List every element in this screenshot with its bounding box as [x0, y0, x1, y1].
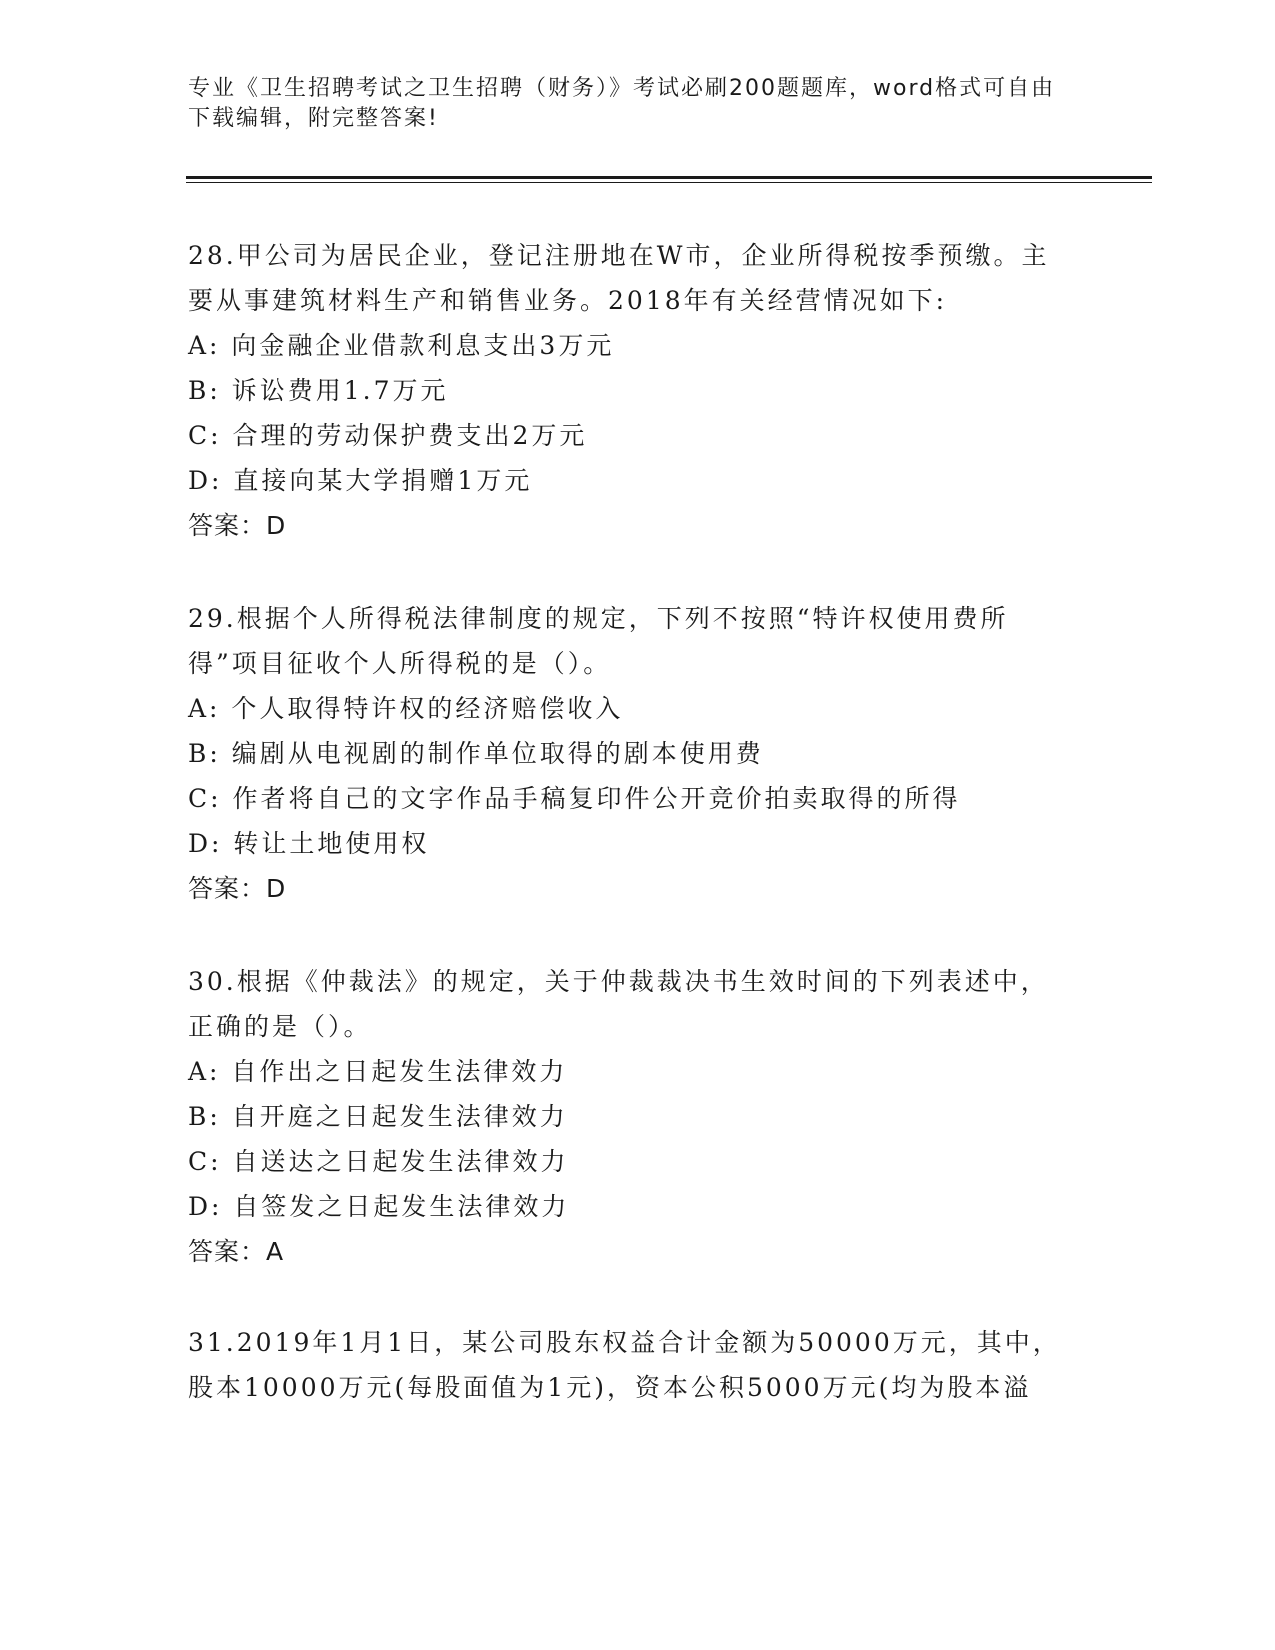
option-b: B: 诉讼费用1.7万元	[188, 376, 449, 405]
question-29	[188, 596, 1068, 911]
option-b: B: 编剧从电视剧的制作单位取得的剧本使用费	[188, 739, 764, 768]
question-stem: 28.甲公司为居民企业，登记注册地在W市，企业所得税按季预缴。主要从事建筑材料生产和销售业务。2018年有关经营情况如下:	[188, 241, 1050, 315]
option-a: A: 个人取得特许权的经济赔偿收入	[188, 694, 624, 723]
question-stem: 29.根据个人所得税法律制度的规定，下列不按照“特许权使用费所得”项目征收个人所得税的是（）。	[188, 604, 1009, 678]
header-divider-thin	[186, 182, 1152, 183]
option-d: D: 直接向某大学捐赠1万元	[188, 466, 533, 495]
option-c: C: 作者将自己的文字作品手稿复印件公开竞价拍卖取得的所得	[188, 784, 961, 813]
question-30	[188, 959, 1068, 1274]
option-b: B: 自开庭之日起发生法律效力	[188, 1102, 568, 1131]
answer-line: 答案：A	[188, 1237, 285, 1266]
question-stem: 30.根据《仲裁法》的规定，关于仲裁裁决书生效时间的下列表述中，正确的是（）。	[188, 967, 1049, 1041]
option-a: A: 自作出之日起发生法律效力	[188, 1057, 568, 1086]
answer-line: 答案：D	[188, 874, 287, 903]
question-stem: 31.2019年1月1日，某公司股东权益合计金额为50000万元，其中，股本10000万元(每股面值为1元)，资本公积5000万元(均为股本溢	[188, 1328, 1061, 1402]
question-28	[188, 233, 1068, 548]
document-header: 专业《卫生招聘考试之卫生招聘（财务）》考试必刷200题题库，word格式可自由下载编辑，附完整答案!	[188, 76, 1056, 131]
option-c: C: 合理的劳动保护费支出2万元	[188, 421, 588, 450]
answer-line: 答案：D	[188, 511, 287, 540]
header-divider-thick	[186, 176, 1152, 179]
option-a: A: 向金融企业借款利息支出3万元	[188, 331, 615, 360]
option-d: D: 转让土地使用权	[188, 829, 430, 858]
question-31	[188, 1320, 1068, 1410]
option-c: C: 自送达之日起发生法律效力	[188, 1147, 569, 1176]
option-d: D: 自签发之日起发生法律效力	[188, 1192, 570, 1221]
